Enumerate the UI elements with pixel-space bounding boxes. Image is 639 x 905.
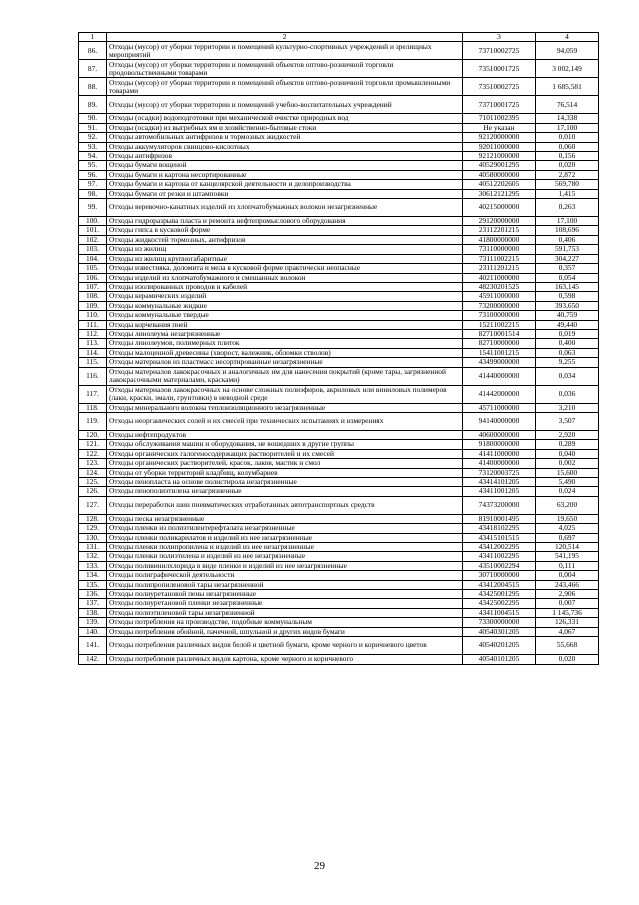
waste-code: 81910001495	[463, 514, 536, 523]
waste-code: 74373200000	[463, 496, 536, 514]
waste-code: 43418102295	[463, 524, 536, 533]
table-row	[79, 543, 599, 552]
waste-amount: 17,100	[536, 217, 599, 226]
row-number: 120.	[79, 430, 107, 439]
row-number: 116.	[79, 367, 107, 385]
waste-code: 73510001725	[463, 60, 536, 78]
waste-amount: 541,195	[536, 552, 599, 561]
waste-code: 40600000000	[463, 430, 536, 439]
table-row	[79, 385, 599, 403]
table-row	[79, 199, 599, 217]
waste-amount: 0,024	[536, 487, 599, 496]
waste-code: 40540201205	[463, 637, 536, 655]
waste-name: Отходы обслуживания машин и оборудования, не вошедших в другие группы	[107, 440, 463, 449]
row-number: 130.	[79, 533, 107, 542]
waste-amount: 19,650	[536, 514, 599, 523]
waste-name: Отходы полиуретановой пленки незагрязненные	[107, 599, 463, 608]
row-number: 134.	[79, 571, 107, 580]
row-number: 86.	[79, 42, 107, 60]
waste-amount: 17,100	[536, 123, 599, 132]
waste-name: Отходы песка незагрязненные	[107, 514, 463, 523]
waste-name: Отходы жидкостей тормозных, антифризов	[107, 235, 463, 244]
row-number: 99.	[79, 199, 107, 217]
waste-code: 48230201525	[463, 282, 536, 291]
waste-amount: 1,415	[536, 189, 599, 198]
waste-code: 43425001295	[463, 590, 536, 599]
table-row	[79, 301, 599, 310]
row-number: 89.	[79, 96, 107, 114]
waste-amount: 40,759	[536, 311, 599, 320]
header-col-1: 1	[79, 33, 107, 42]
table-row	[79, 468, 599, 477]
row-number: 119.	[79, 412, 107, 430]
waste-table	[78, 32, 599, 665]
waste-amount: 0,004	[536, 571, 599, 580]
row-number: 95.	[79, 161, 107, 170]
row-number: 140.	[79, 627, 107, 636]
row-number: 127.	[79, 496, 107, 514]
row-number: 100.	[79, 217, 107, 226]
table-row	[79, 487, 599, 496]
waste-code: 43510002294	[463, 561, 536, 570]
row-number: 121.	[79, 440, 107, 449]
waste-name: Отходы веревочно-канатных изделий из хлопчатобумажных волокон незагрязненные	[107, 199, 463, 217]
waste-amount: 0,020	[536, 161, 599, 170]
table-row	[79, 339, 599, 348]
table-row	[79, 282, 599, 291]
waste-name: Отходы органических растворителей, красок, лаков, мастик и смол	[107, 459, 463, 468]
row-number: 104.	[79, 254, 107, 263]
waste-amount: 0,054	[536, 273, 599, 282]
table-row	[79, 552, 599, 561]
waste-amount: 1 145,736	[536, 608, 599, 617]
waste-name: Отходы (осадки) водоподготовки при механической очистке природных вод	[107, 114, 463, 123]
waste-name: Отходы минерального волокна теплоизоляционного незагрязненные	[107, 403, 463, 412]
waste-code: 43412004515	[463, 580, 536, 589]
waste-amount: 0,002	[536, 459, 599, 468]
table-row	[79, 627, 599, 636]
waste-code: 41440000000	[463, 367, 536, 385]
table-row	[79, 561, 599, 570]
row-number: 109.	[79, 301, 107, 310]
waste-amount: 1 685,581	[536, 78, 599, 96]
waste-name: Отходы коммунальные твердые	[107, 311, 463, 320]
row-number: 123.	[79, 459, 107, 468]
table-row	[79, 412, 599, 430]
waste-code: 92121000000	[463, 152, 536, 161]
waste-name: Отходы изделий из хлопчатобумажного и смешанных волокон	[107, 273, 463, 282]
waste-amount: 0,598	[536, 292, 599, 301]
waste-name: Отходы пленки поликарилатов и изделий из нее незагрязненные	[107, 533, 463, 542]
waste-code: 82710000000	[463, 339, 536, 348]
waste-name: Отходы (мусор) от уборки территории и помещений культурно-спортивных учреждений и зрелищных мероприятий	[107, 42, 463, 60]
waste-name: Отходы от уборки территорий кладбищ, колумбариев	[107, 468, 463, 477]
waste-amount: 243,466	[536, 580, 599, 589]
waste-code: 40580000000	[463, 170, 536, 179]
row-number: 111.	[79, 320, 107, 329]
waste-name: Отходы полиэтиленовой тары незагрязненной	[107, 608, 463, 617]
waste-amount: 49,440	[536, 320, 599, 329]
row-number: 107.	[79, 282, 107, 291]
row-number: 87.	[79, 60, 107, 78]
table-row	[79, 78, 599, 96]
waste-name: Отходы автомобильных антифризов и тормозных жидкостей	[107, 133, 463, 142]
waste-name: Отходы линолеума незагрязненные	[107, 329, 463, 338]
waste-code: 41400000000	[463, 459, 536, 468]
waste-amount: 63,200	[536, 496, 599, 514]
waste-code: 43412002295	[463, 543, 536, 552]
waste-amount: 4,025	[536, 524, 599, 533]
row-number: 106.	[79, 273, 107, 282]
waste-code: 40211000000	[463, 273, 536, 282]
table-row	[79, 580, 599, 589]
waste-code: 94140000000	[463, 412, 536, 430]
waste-name: Отходы поливинилхлорида в виде пленки и изделий из нее незагрязненные	[107, 561, 463, 570]
table-row	[79, 449, 599, 458]
waste-name: Отходы (мусор) от уборки территории и помещений объектов оптово-розничной торговли промышленными товарами	[107, 78, 463, 96]
waste-code: 71011002395	[463, 114, 536, 123]
table-row	[79, 367, 599, 385]
table-row	[79, 320, 599, 329]
waste-amount: 126,331	[536, 618, 599, 627]
row-number: 122.	[79, 449, 107, 458]
table-row	[79, 358, 599, 367]
row-number: 125.	[79, 478, 107, 487]
waste-amount: 15,600	[536, 468, 599, 477]
waste-code: 43414101205	[463, 478, 536, 487]
row-number: 91.	[79, 123, 107, 132]
row-number: 131.	[79, 543, 107, 552]
waste-amount: 0,697	[536, 533, 599, 542]
table-row	[79, 403, 599, 412]
row-number: 88.	[79, 78, 107, 96]
row-number: 133.	[79, 561, 107, 570]
waste-code: 45711000000	[463, 403, 536, 412]
waste-name: Отходы пенополиэтилена незагрязненные	[107, 487, 463, 496]
table-row	[79, 217, 599, 226]
table-row	[79, 496, 599, 514]
waste-code: 30710000000	[463, 571, 536, 580]
waste-name: Отходы гидроразрыва пласта и ремонта нефтепромыслового оборудования	[107, 217, 463, 226]
waste-name: Отходы изолированных проводов и кабелей	[107, 282, 463, 291]
row-number: 92.	[79, 133, 107, 142]
waste-amount: 2,872	[536, 170, 599, 179]
waste-name: Отходы из жилищ	[107, 245, 463, 254]
waste-name: Отходы потребления различных видов картона, кроме черного и коричневого	[107, 655, 463, 664]
waste-amount: 0,357	[536, 264, 599, 273]
waste-code: 73120003725	[463, 468, 536, 477]
waste-amount: 0,263	[536, 199, 599, 217]
table-row	[79, 599, 599, 608]
waste-code: 23111201215	[463, 264, 536, 273]
waste-name: Отходы антифризов	[107, 152, 463, 161]
row-number: 112.	[79, 329, 107, 338]
waste-name: Отходы гипса в кусковой форме	[107, 226, 463, 235]
waste-amount: 3 002,149	[536, 60, 599, 78]
waste-code: 43415101515	[463, 533, 536, 542]
waste-code: 43499000000	[463, 358, 536, 367]
row-number: 135.	[79, 580, 107, 589]
table-row	[79, 533, 599, 542]
header-col-4: 4	[536, 33, 599, 42]
row-number: 132.	[79, 552, 107, 561]
waste-code: 73300000000	[463, 618, 536, 627]
table-row	[79, 430, 599, 439]
page-number: 29	[314, 860, 325, 872]
waste-name: Отходы потребления различных видов белой и цветной бумаги, кроме черного и коричневого цветов	[107, 637, 463, 655]
waste-code: 29120000000	[463, 217, 536, 226]
waste-name: Отходы материалов лакокрасочных и аналогичных им для нанесения покрытий (кроме тары, загрязненной лакокрасочными материалами, красками)	[107, 367, 463, 385]
waste-name: Отходы полиграфической деятельности	[107, 571, 463, 580]
table-row	[79, 152, 599, 161]
table-row	[79, 311, 599, 320]
table-row	[79, 235, 599, 244]
waste-amount: 9,255	[536, 358, 599, 367]
waste-amount: 0,036	[536, 385, 599, 403]
waste-amount: 393,650	[536, 301, 599, 310]
table-row	[79, 42, 599, 60]
waste-code: 15411001215	[463, 348, 536, 357]
waste-amount: 591,753	[536, 245, 599, 254]
table-row	[79, 226, 599, 235]
waste-code: 40540301205	[463, 627, 536, 636]
waste-code: 15211002215	[463, 320, 536, 329]
waste-amount: 0,156	[536, 152, 599, 161]
waste-code: 82710001514	[463, 329, 536, 338]
row-number: 110.	[79, 311, 107, 320]
waste-amount: 0,019	[536, 329, 599, 338]
waste-code: 73710001725	[463, 96, 536, 114]
waste-code: 43411002295	[463, 552, 536, 561]
waste-code: 92011000000	[463, 142, 536, 151]
waste-name: Отходы из жилищ крупногабаритные	[107, 254, 463, 263]
table-row	[79, 637, 599, 655]
row-number: 97.	[79, 180, 107, 189]
waste-name: Отходы полипропиленовой тары незагрязненной	[107, 580, 463, 589]
row-number: 126.	[79, 487, 107, 496]
table-row	[79, 329, 599, 338]
row-number: 138.	[79, 608, 107, 617]
table-row	[79, 655, 599, 664]
waste-code: 40529001295	[463, 161, 536, 170]
row-number: 137.	[79, 599, 107, 608]
table-row	[79, 348, 599, 357]
row-number: 118.	[79, 403, 107, 412]
waste-code: 40540101205	[463, 655, 536, 664]
row-number: 142.	[79, 655, 107, 664]
waste-name: Отходы полиуретановой пены незагрязненные	[107, 590, 463, 599]
waste-code: Не указан	[463, 123, 536, 132]
row-number: 113.	[79, 339, 107, 348]
table-row	[79, 459, 599, 468]
waste-code: 23112201215	[463, 226, 536, 235]
waste-amount: 163,145	[536, 282, 599, 291]
waste-name: Отходы пленки из полиэтилентерефталата незагрязненные	[107, 524, 463, 533]
row-number: 128.	[79, 514, 107, 523]
waste-code: 43425002295	[463, 599, 536, 608]
table-row	[79, 292, 599, 301]
waste-amount: 120,514	[536, 543, 599, 552]
row-number: 141.	[79, 637, 107, 655]
table-row	[79, 123, 599, 132]
waste-name: Отходы пленки полипропилена и изделий из нее незагрязненные	[107, 543, 463, 552]
waste-name: Отходы (мусор) от уборки территории и помещений объектов оптово-розничной торговли продовольственными товарами	[107, 60, 463, 78]
row-number: 101.	[79, 226, 107, 235]
table-row	[79, 440, 599, 449]
waste-code: 43411001205	[463, 487, 536, 496]
row-number: 108.	[79, 292, 107, 301]
waste-amount: 94,059	[536, 42, 599, 60]
waste-amount: 76,514	[536, 96, 599, 114]
row-number: 103.	[79, 245, 107, 254]
waste-code: 45911000000	[463, 292, 536, 301]
waste-name: Отходы материалов лакокрасочных на основе сложных полиэфиров, акриловых или виниловых полимеров (лаки, краски, эмали, грунтовки) в неводной среде	[107, 385, 463, 403]
waste-code: 43411004515	[463, 608, 536, 617]
waste-code: 40215000000	[463, 199, 536, 217]
table-row	[79, 114, 599, 123]
row-number: 105.	[79, 264, 107, 273]
waste-name: Отходы бумаги и картона от канцелярской деятельности и делопроизводства	[107, 180, 463, 189]
waste-amount: 0,020	[536, 655, 599, 664]
waste-code: 73100000000	[463, 311, 536, 320]
table-row	[79, 273, 599, 282]
waste-name: Отходы неорганических солей и их смесей при технических испытаниях и измерениях	[107, 412, 463, 430]
waste-name: Отходы бумаги вощеной	[107, 161, 463, 170]
header-col-2: 2	[107, 33, 463, 42]
waste-table-body	[79, 33, 599, 665]
waste-code: 41800000000	[463, 235, 536, 244]
waste-name: Отходы потребления обойной, пачечной, шпульной и других видов бумаги	[107, 627, 463, 636]
waste-amount: 14,338	[536, 114, 599, 123]
table-row	[79, 170, 599, 179]
waste-amount: 3,210	[536, 403, 599, 412]
table-row	[79, 96, 599, 114]
table-row	[79, 264, 599, 273]
waste-amount: 5,490	[536, 478, 599, 487]
waste-amount: 0,063	[536, 348, 599, 357]
waste-amount: 0,400	[536, 339, 599, 348]
waste-code: 91800000000	[463, 440, 536, 449]
header-col-3: 3	[463, 33, 536, 42]
row-number: 96.	[79, 170, 107, 179]
row-number: 93.	[79, 142, 107, 151]
waste-name: Отходы аккумуляторов свинцово-кислотных	[107, 142, 463, 151]
waste-amount: 0,111	[536, 561, 599, 570]
waste-name: Отходы (мусор) от уборки территории и помещений учебно-воспитательных учреждений	[107, 96, 463, 114]
table-row	[79, 618, 599, 627]
waste-code: 30612121295	[463, 189, 536, 198]
waste-code: 73510002725	[463, 78, 536, 96]
row-number: 90.	[79, 114, 107, 123]
waste-name: Отходы бумаги и картона несортированные	[107, 170, 463, 179]
row-number: 114.	[79, 348, 107, 357]
table-row	[79, 254, 599, 263]
waste-name: Отходы органических галогеносодержащих растворителей и их смесей	[107, 449, 463, 458]
row-number: 94.	[79, 152, 107, 161]
table-row	[79, 189, 599, 198]
row-number: 124.	[79, 468, 107, 477]
table-header-row	[79, 33, 599, 42]
waste-name: Отходы материалов из пластмасс несортированные незагрязненные	[107, 358, 463, 367]
table-row	[79, 514, 599, 523]
waste-amount: 0,010	[536, 133, 599, 142]
waste-amount: 2,906	[536, 590, 599, 599]
waste-amount: 0,007	[536, 599, 599, 608]
row-number: 102.	[79, 235, 107, 244]
waste-code: 73200000000	[463, 301, 536, 310]
waste-name: Отходы переработки шин пневматических отработанных автотранспортных средств	[107, 496, 463, 514]
waste-name: Отходы нефтепродуктов	[107, 430, 463, 439]
waste-name: Отходы малоценной древесины (хворост, валежник, обломки стволов)	[107, 348, 463, 357]
waste-code: 73110000000	[463, 245, 536, 254]
row-number: 129.	[79, 524, 107, 533]
waste-code: 73111002215	[463, 254, 536, 263]
table-row	[79, 590, 599, 599]
waste-amount: 304,227	[536, 254, 599, 263]
table-row	[79, 478, 599, 487]
waste-amount: 4,067	[536, 627, 599, 636]
waste-name: Отходы керамических изделий	[107, 292, 463, 301]
table-row	[79, 245, 599, 254]
table-row	[79, 60, 599, 78]
row-number: 117.	[79, 385, 107, 403]
waste-name: Отходы известняка, доломита и мела в кусковой форме практически неопасные	[107, 264, 463, 273]
table-row	[79, 133, 599, 142]
table-row	[79, 161, 599, 170]
waste-name: Отходы коммунальные жидкие	[107, 301, 463, 310]
waste-amount: 3,507	[536, 412, 599, 430]
table-row	[79, 571, 599, 580]
waste-name: Отходы корчевания пней	[107, 320, 463, 329]
waste-code: 92120000000	[463, 133, 536, 142]
waste-amount: 0,406	[536, 235, 599, 244]
table-row	[79, 608, 599, 617]
waste-name: Отходы бумаги от резки и штамповки	[107, 189, 463, 198]
waste-code: 41442000000	[463, 385, 536, 403]
waste-name: Отходы пленки полиэтилена и изделий из нее незагрязненные	[107, 552, 463, 561]
table-row	[79, 524, 599, 533]
waste-amount: 2,920	[536, 430, 599, 439]
row-number: 136.	[79, 590, 107, 599]
waste-amount: 0,289	[536, 440, 599, 449]
waste-code: 40512202605	[463, 180, 536, 189]
waste-amount: 0,034	[536, 367, 599, 385]
waste-amount: 108,696	[536, 226, 599, 235]
waste-amount: 55,668	[536, 637, 599, 655]
waste-name: Отходы линолеумов, полимерных плиток	[107, 339, 463, 348]
waste-name: Отходы пенопласта на основе полистирола незагрязненные	[107, 478, 463, 487]
waste-amount: 0,060	[536, 142, 599, 151]
waste-name: Отходы (осадки) из выгребных ям и хозяйственно-бытовые стоки	[107, 123, 463, 132]
waste-name: Отходы потребления на производстве, подобные коммунальным	[107, 618, 463, 627]
waste-amount: 569,780	[536, 180, 599, 189]
table-row	[79, 142, 599, 151]
table-row	[79, 180, 599, 189]
row-number: 139.	[79, 618, 107, 627]
waste-amount: 0,040	[536, 449, 599, 458]
row-number: 98.	[79, 189, 107, 198]
waste-code: 41411000000	[463, 449, 536, 458]
row-number: 115.	[79, 358, 107, 367]
waste-code: 73710002725	[463, 42, 536, 60]
